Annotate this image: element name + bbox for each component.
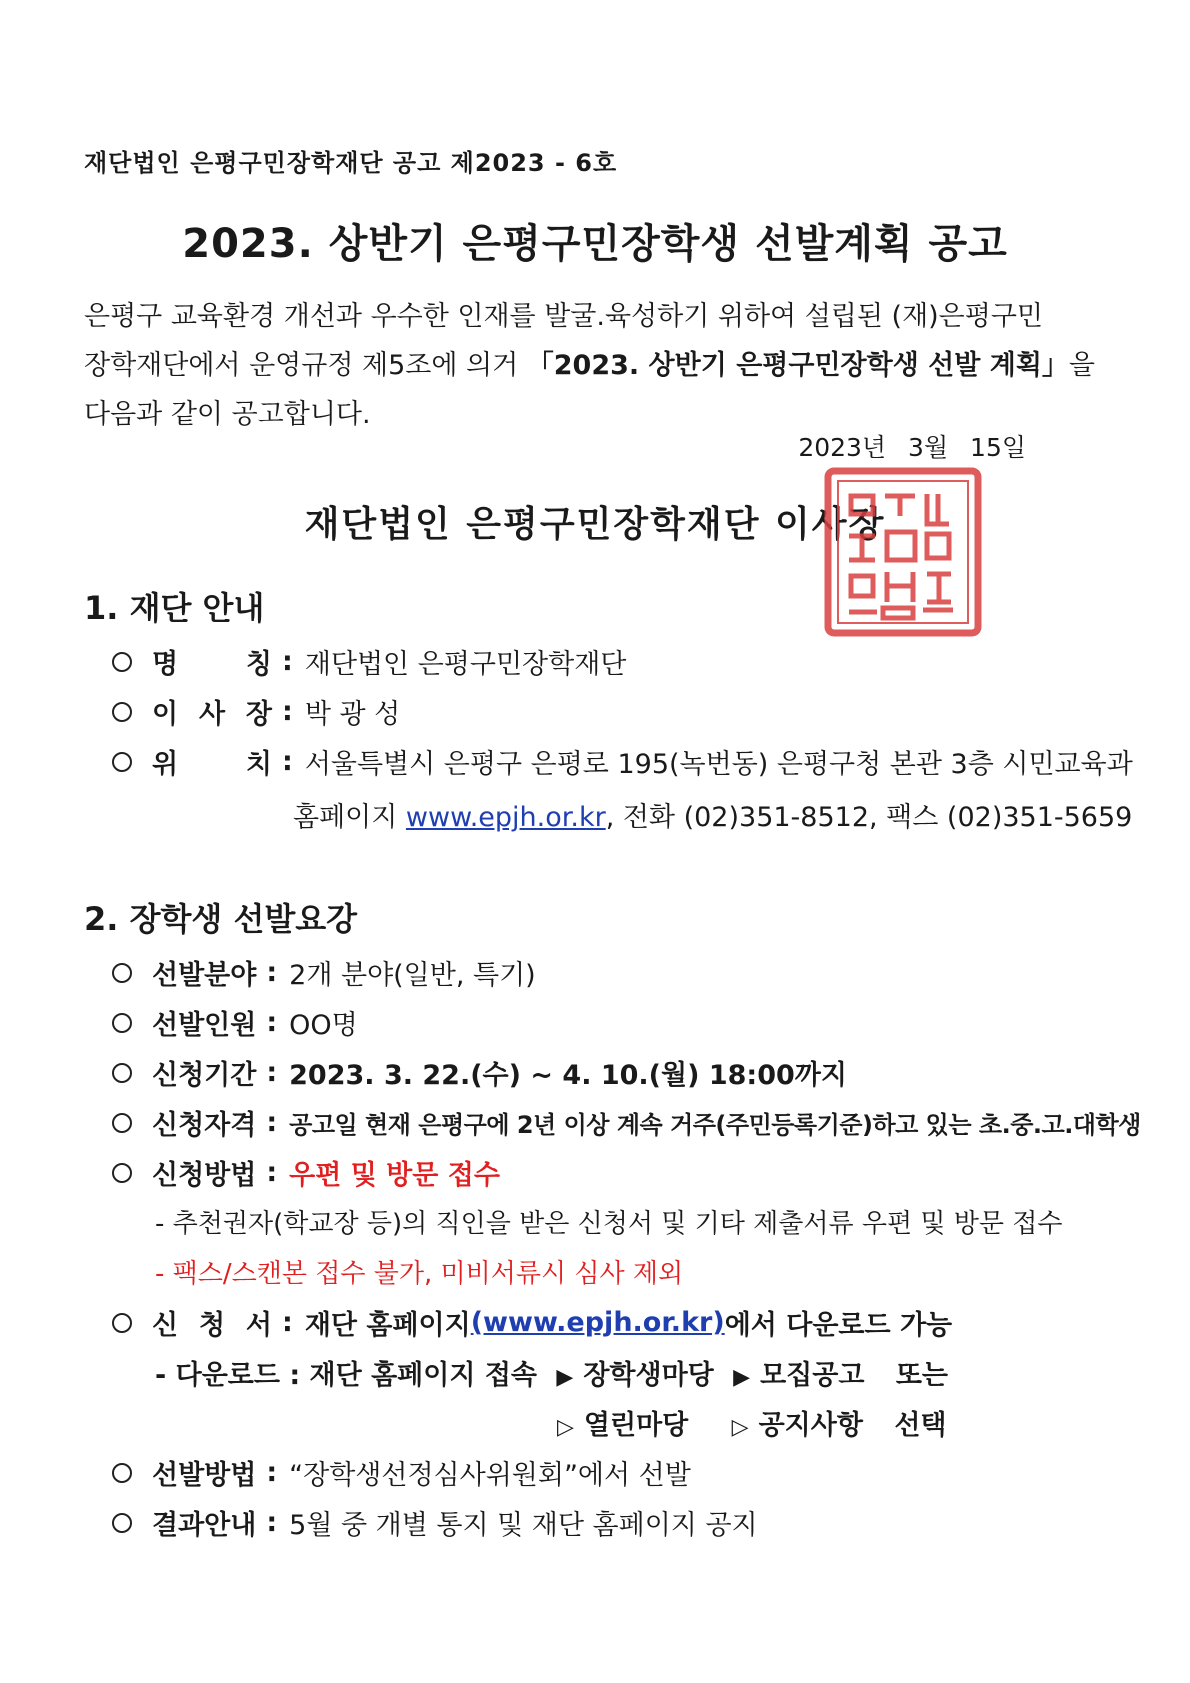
download-path-line [155, 1353, 948, 1392]
colon: : [266, 1057, 278, 1088]
chairman-label: 이 사 장 [152, 699, 272, 730]
location-value: 서울특별시 은평구 은평로 195(녹번동) 은평구청 본관 3층 시민교육과 [304, 749, 1133, 780]
nav-open-yard: 열린마당 [583, 1410, 689, 1441]
application-form-label: 신 청 서 [152, 1310, 272, 1341]
application-method-item [112, 1153, 500, 1192]
intro-line-2-b: 을 [1068, 350, 1095, 381]
circle-bullet-icon [112, 963, 132, 983]
official-seal [823, 466, 983, 638]
colon: : [282, 746, 293, 777]
eligibility-value: 공고일 현재 은평구에 2년 이상 계속 거주(주민등록기준)하고 있는 초.중.고.대학생 [289, 1111, 1141, 1139]
circle-bullet-icon [112, 1113, 132, 1133]
foundation-name-label: 명 칭 [152, 649, 272, 680]
form-value-suffix: 에서 다운로드 가능 [724, 1310, 953, 1341]
circle-bullet-icon [112, 1063, 132, 1083]
selection-method-label: 선발방법 [152, 1460, 257, 1491]
application-period-label: 신청기간 [152, 1060, 257, 1091]
application-form-item [112, 1303, 952, 1342]
result-notice-label: 결과안내 [152, 1510, 257, 1541]
colon: : [282, 696, 293, 727]
eligibility-item [112, 1103, 1141, 1142]
outline-arrow-icon: ▷ [557, 1415, 574, 1440]
chairman-item [112, 692, 400, 731]
application-period-item [112, 1053, 847, 1092]
or-text: 또는 [895, 1360, 948, 1391]
circle-bullet-icon [112, 652, 132, 672]
intro-line-3: 다음과 같이 공고합니다. [84, 399, 371, 430]
intro-line-1: 은평구 교육환경 개선과 우수한 인재를 발굴.육성하기 위하여 설립된 (재)은평구민 [84, 301, 1044, 332]
colon: : [266, 957, 278, 988]
circle-bullet-icon [112, 1463, 132, 1483]
selection-method-value: “장학생선정심사위원회”에서 선발 [289, 1460, 691, 1491]
announcement-date: 2023년 3월 15일 [798, 433, 1026, 462]
contact-line [293, 795, 1132, 834]
method-note-1: - 추천권자(학교장 등)의 직인을 받은 신청서 및 기타 제출서류 우편 및 방문 접수 [155, 1209, 1063, 1239]
select-text: 선택 [894, 1410, 947, 1441]
colon: : [266, 1457, 278, 1488]
intro-line-2-a: 장학재단에서 운영규정 제5조에 의거 [84, 350, 527, 381]
circle-bullet-icon [112, 1163, 132, 1183]
circle-bullet-icon [112, 1313, 132, 1333]
location-item [112, 742, 1133, 781]
intro-paragraph [84, 292, 1104, 439]
colon: : [266, 1157, 278, 1188]
selection-field-value: 2개 분야(일반, 특기) [289, 960, 536, 991]
location-label: 위 치 [152, 749, 272, 780]
intro-line-2 [84, 341, 1104, 390]
colon: : [266, 1107, 278, 1138]
selection-field-item [112, 953, 536, 992]
notice-number: 재단법인 은평구민장학재단 공고 제2023 - 6호 [84, 149, 618, 177]
foundation-name-item [112, 642, 626, 681]
eligibility-label: 신청자격 [152, 1110, 257, 1141]
circle-bullet-icon [112, 702, 132, 722]
colon: : [266, 1507, 278, 1538]
selection-count-label: 선발인원 [152, 1010, 257, 1041]
plan-name: 「2023. 상반기 은평구민장학생 선발 계획」 [526, 350, 1069, 381]
selection-field-label: 선발분야 [152, 960, 257, 991]
nav-announcements: 공지사항 [758, 1410, 863, 1441]
chairman-value: 박 광 성 [304, 699, 401, 730]
outline-arrow-icon: ▷ [731, 1415, 749, 1440]
nav-recruitment-notice: 모집공고 [760, 1360, 865, 1391]
result-notice-value: 5월 중 개별 통지 및 재단 홈페이지 공지 [289, 1510, 758, 1541]
homepage-link[interactable]: www.epjh.or.kr [405, 802, 606, 833]
download-path-line-2 [557, 1403, 946, 1442]
selection-count-value: OO명 [289, 1010, 358, 1041]
section-1-heading: 1. 재단 안내 [84, 589, 265, 627]
section-2-heading: 2. 장학생 선발요강 [84, 900, 358, 938]
application-method-label: 신청방법 [152, 1160, 257, 1191]
method-note-2: - 팩스/스캔본 접수 불가, 미비서류시 심사 제외 [155, 1259, 684, 1289]
phone-fax: , 전화 (02)351-8512, 팩스 (02)351-5659 [605, 802, 1133, 833]
colon: : [266, 1007, 278, 1038]
filled-arrow-icon: ▶ [733, 1365, 751, 1390]
foundation-name-value: 재단법인 은평구민장학재단 [304, 649, 627, 680]
result-notice-item [112, 1503, 758, 1542]
form-value-prefix: 재단 홈페이지 [304, 1310, 471, 1341]
nav-scholarship-yard: 장학생마당 [583, 1360, 714, 1391]
circle-bullet-icon [112, 1013, 132, 1033]
application-period-value: 2023. 3. 22.(수) ~ 4. 10.(월) 18:00까지 [289, 1060, 847, 1091]
filled-arrow-icon: ▶ [556, 1365, 574, 1390]
homepage-prefix: 홈페이지 [293, 802, 406, 833]
circle-bullet-icon [112, 752, 132, 772]
colon: : [282, 646, 293, 677]
homepage-link[interactable]: (www.epjh.or.kr) [470, 1307, 725, 1338]
selection-method-item [112, 1453, 691, 1492]
colon: : [282, 1307, 293, 1338]
download-label: - 다운로드 : 재단 홈페이지 접속 [155, 1360, 537, 1391]
issuer-name: 재단법인 은평구민장학재단 이사장 [304, 504, 886, 545]
circle-bullet-icon [112, 1513, 132, 1533]
selection-count-item [112, 1003, 358, 1042]
application-method-value: 우편 및 방문 접수 [289, 1160, 500, 1191]
document-title: 2023. 상반기 은평구민장학생 선발계획 공고 [182, 221, 1008, 267]
